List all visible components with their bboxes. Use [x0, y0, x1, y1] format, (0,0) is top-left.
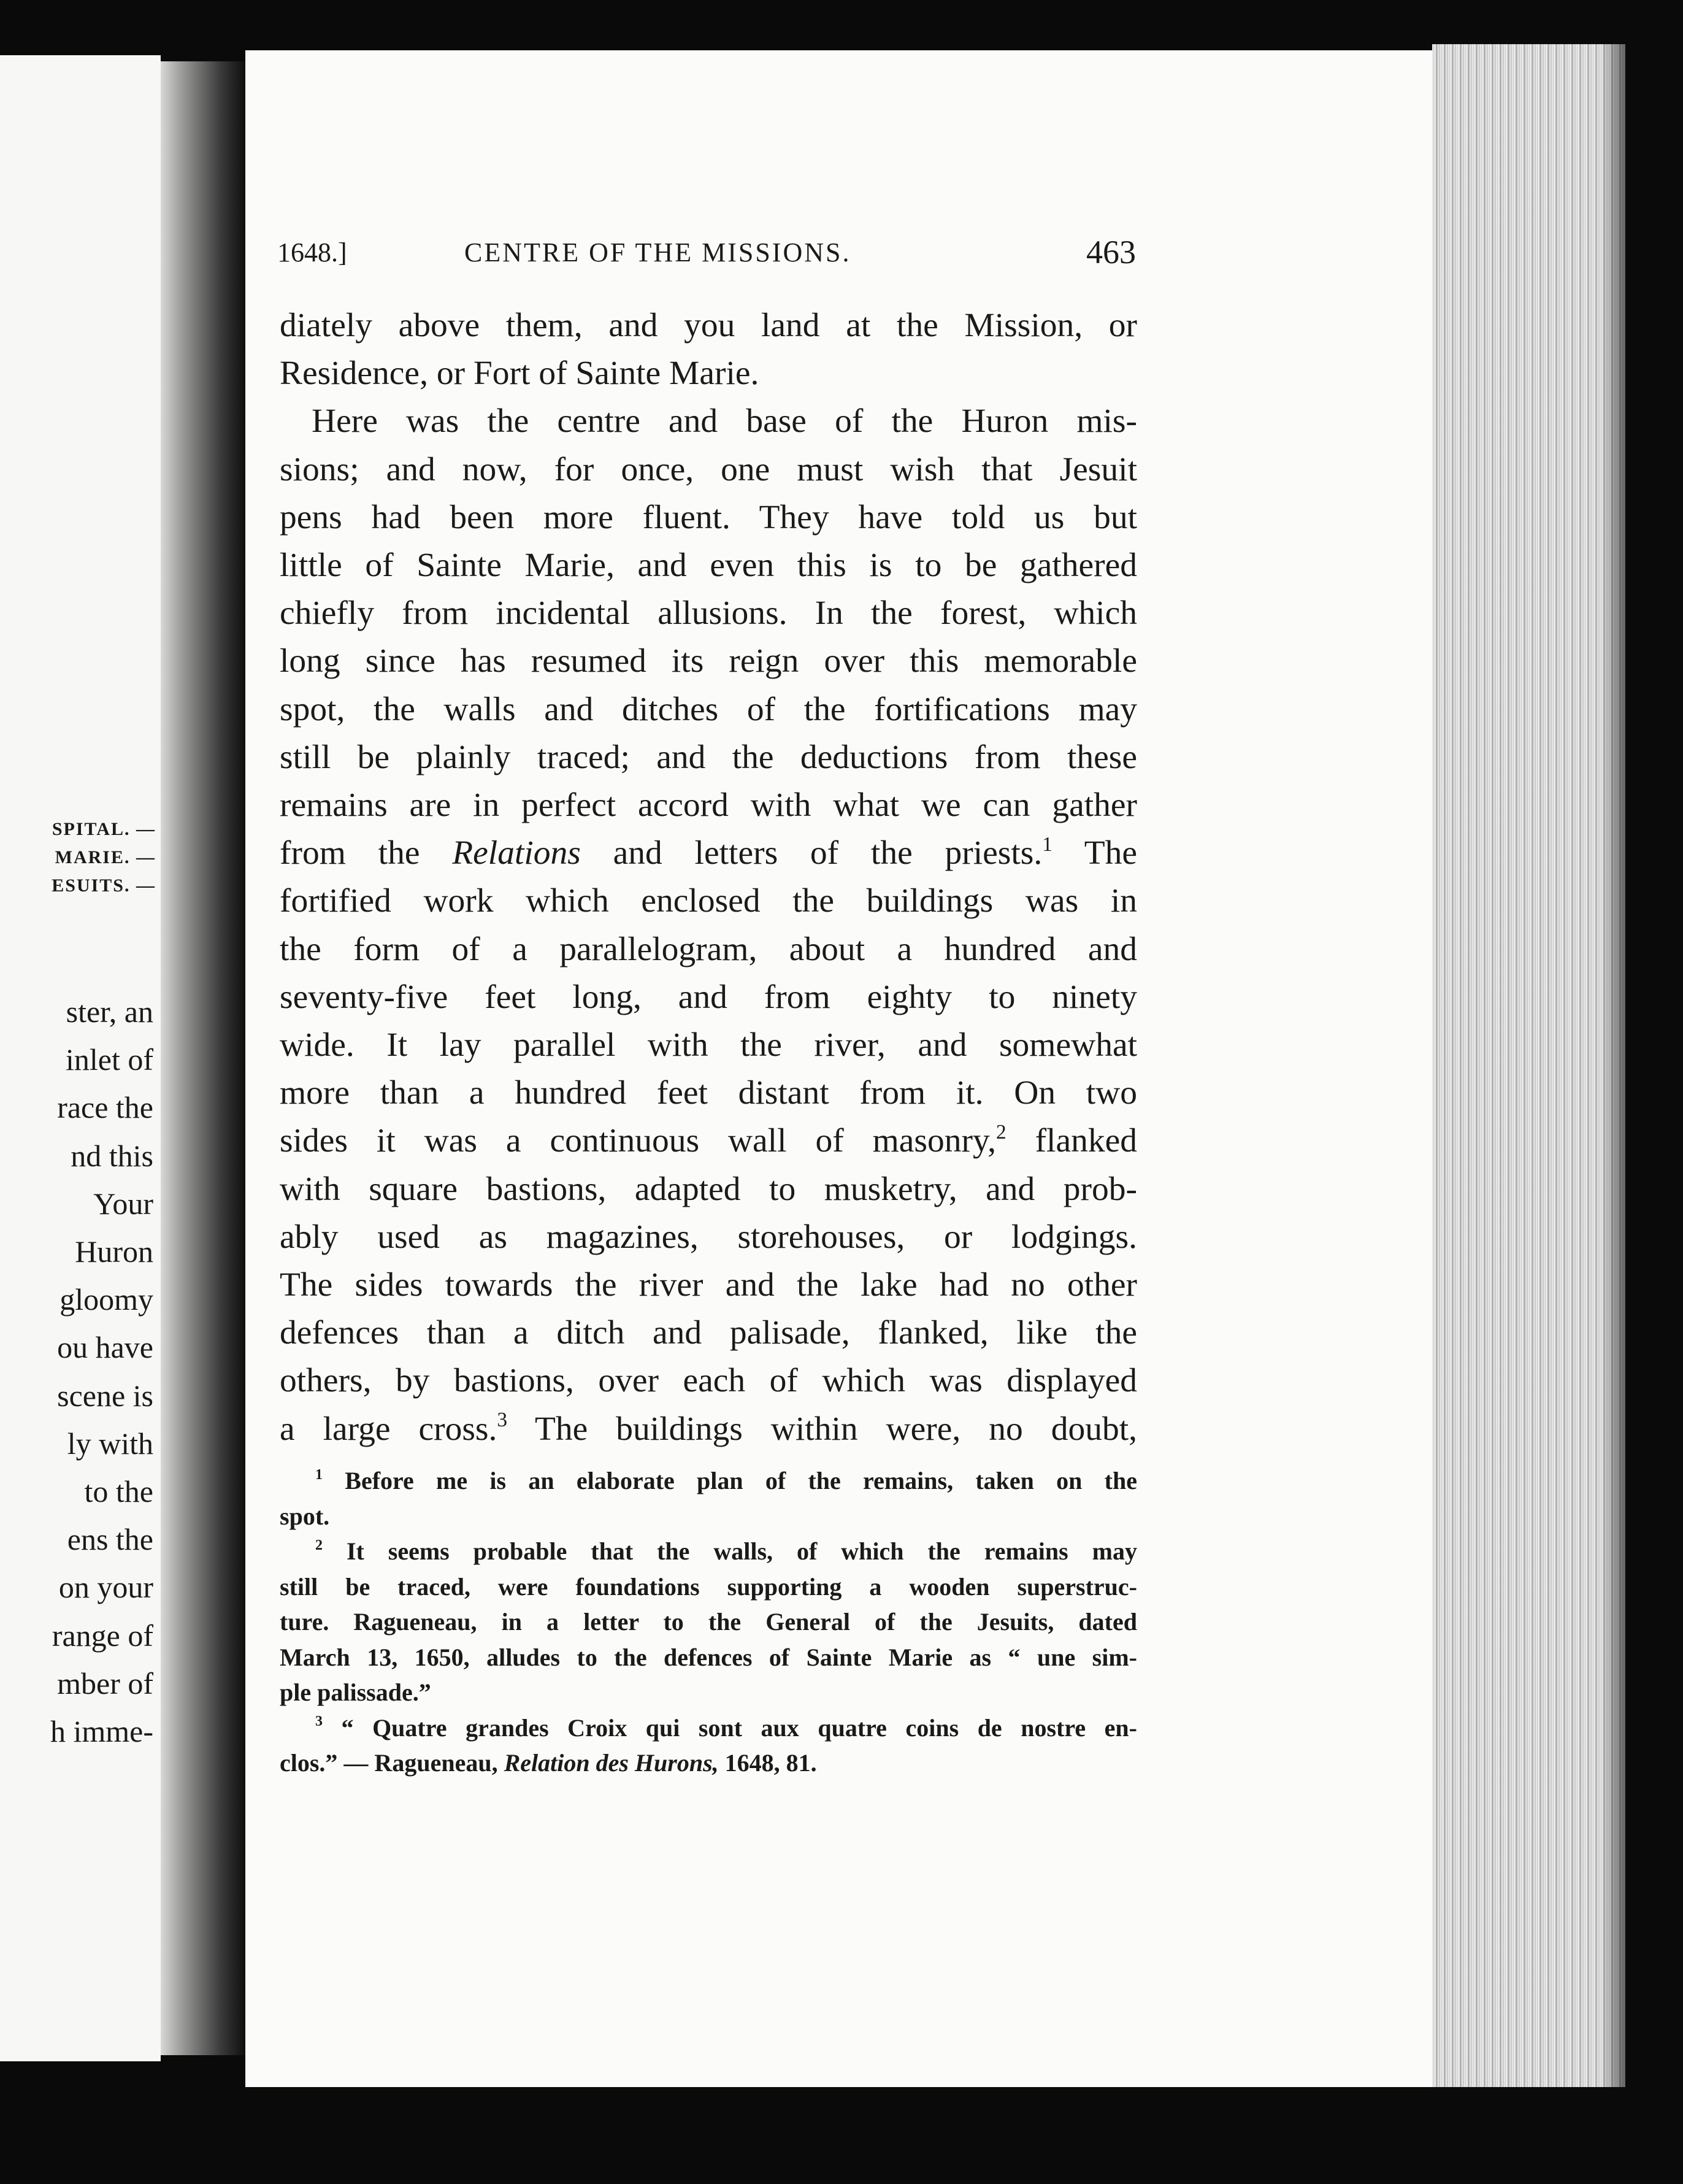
text-run: “ Quatre grandes Croix qui sont aux quatre coins de nostre en-	[323, 1713, 1137, 1742]
footnote-line	[315, 1711, 1137, 1745]
body-line: sions; and now, for once, one must wish that Jesuit	[280, 450, 1137, 488]
body-line: still be plainly traced; and the deductions from these	[280, 738, 1137, 776]
left-page-line: inlet of	[65, 1042, 153, 1077]
body-line: fortified work which enclosed the buildings was in	[280, 882, 1137, 920]
left-page-line: race the	[57, 1090, 153, 1125]
body-line: long since has resumed its reign over this memorable	[280, 642, 1137, 680]
body-line: pens had been more fluent. They have told us but	[280, 498, 1137, 536]
left-sidenote: ESUITS. —	[52, 875, 156, 896]
text-run: The buildings within were, no doubt,	[507, 1410, 1137, 1448]
left-sidenote: MARIE. —	[55, 847, 156, 867]
footnote-line	[315, 1534, 1137, 1569]
left-page-line: Your	[93, 1186, 153, 1221]
text-run: a large cross.	[280, 1410, 497, 1448]
header-year: 1648.]	[277, 237, 347, 267]
text-run: sides it was a continuous wall of masonry,	[280, 1122, 996, 1160]
left-facing-page	[0, 55, 161, 2061]
body-line: seventy-five feet long, and from eighty to ninety	[280, 978, 1137, 1016]
text-run: The	[1052, 834, 1137, 872]
book-gutter	[161, 61, 247, 2055]
left-page-line: mber of	[57, 1666, 153, 1701]
left-page-line: gloomy	[59, 1282, 153, 1317]
body-line	[280, 832, 1137, 875]
body-line: spot, the walls and ditches of the fortifications may	[280, 690, 1137, 728]
text-run: from the	[280, 834, 453, 872]
left-page-line: ou have	[57, 1330, 153, 1365]
left-page-line: range of	[52, 1618, 153, 1653]
body-line: more than a hundred feet distant from it. On two	[280, 1074, 1137, 1112]
left-page-line: Huron	[75, 1234, 153, 1269]
body-line: the form of a parallelogram, about a hundred and	[280, 930, 1137, 968]
left-page-line: to the	[84, 1474, 153, 1509]
footnote-line: ture. Ragueneau, in a letter to the General of the Jesuits, dated	[280, 1608, 1137, 1636]
footnote-marker: 3	[497, 1409, 508, 1432]
footnote-marker: 1	[1042, 832, 1052, 856]
left-page-line: ly with	[67, 1426, 153, 1461]
footnote-marker: 1	[315, 1466, 323, 1483]
text-run: and letters of the priests.	[580, 834, 1043, 872]
text-run: clos.” — Ragueneau,	[280, 1749, 504, 1777]
left-sidenote: SPITAL. —	[52, 819, 156, 839]
header-title: CENTRE OF THE MISSIONS.	[464, 237, 851, 267]
footnote-line	[315, 1464, 1137, 1498]
footnote-line: March 13, 1650, alludes to the defences of Sainte Marie as “ une sim-	[280, 1643, 1137, 1671]
body-line: defences than a ditch and palisade, flanked, like the	[280, 1314, 1137, 1352]
running-head	[277, 233, 1136, 276]
footnote-line: still be traced, were foundations supporting a wooden superstruc-	[280, 1572, 1137, 1601]
text-run: Before me is an elaborate plan of the remains, taken on the	[323, 1467, 1137, 1494]
body-line: diately above them, and you land at the Mission, or	[280, 307, 1137, 344]
text-run: 1648, 81.	[718, 1749, 817, 1777]
footnote-line	[280, 1746, 1137, 1780]
text-run: flanked	[1006, 1122, 1137, 1160]
text-run: It seems probable that the walls, of which the remains may	[323, 1537, 1137, 1565]
body-line: Residence, or Fort of Sainte Marie.	[280, 355, 759, 393]
body-line: The sides towards the river and the lake had no other	[280, 1266, 1137, 1304]
body-line: Here was the centre and base of the Huron mis-	[312, 402, 1137, 440]
italic-title: Relation des Hurons,	[504, 1749, 719, 1777]
footnote-line: spot.	[280, 1502, 330, 1530]
body-line: little of Sainte Marie, and even this is to be gathered	[280, 547, 1137, 584]
italic-title: Relations	[452, 834, 581, 872]
left-page-line: on your	[58, 1570, 153, 1605]
body-line: chiefly from incidental allusions. In the forest, which	[280, 594, 1137, 633]
footnote-marker: 2	[315, 1537, 323, 1553]
body-line: remains are in perfect accord with what we can gather	[280, 786, 1137, 824]
body-line	[280, 1408, 1137, 1451]
body-line: others, by bastions, over each of which was displayed	[280, 1362, 1137, 1400]
body-line: ably used as magazines, storehouses, or lodgings.	[280, 1218, 1137, 1256]
left-page-line: scene is	[57, 1378, 153, 1413]
left-page-line: nd this	[71, 1138, 153, 1173]
body-line: with square bastions, adapted to musketry, and prob-	[280, 1170, 1137, 1208]
left-page-line: ster, an	[66, 994, 153, 1029]
body-line: wide. It lay parallel with the river, and somewhat	[280, 1026, 1137, 1064]
left-page-line: h imme-	[50, 1714, 153, 1748]
footnote-marker: 3	[315, 1713, 323, 1730]
page-edges	[1432, 44, 1625, 2087]
page-number: 463	[1086, 234, 1136, 271]
body-line	[280, 1120, 1137, 1163]
footnote-marker: 2	[996, 1120, 1006, 1144]
left-page-line: ens the	[67, 1522, 153, 1557]
footnote-line: ple palissade.”	[280, 1678, 431, 1706]
